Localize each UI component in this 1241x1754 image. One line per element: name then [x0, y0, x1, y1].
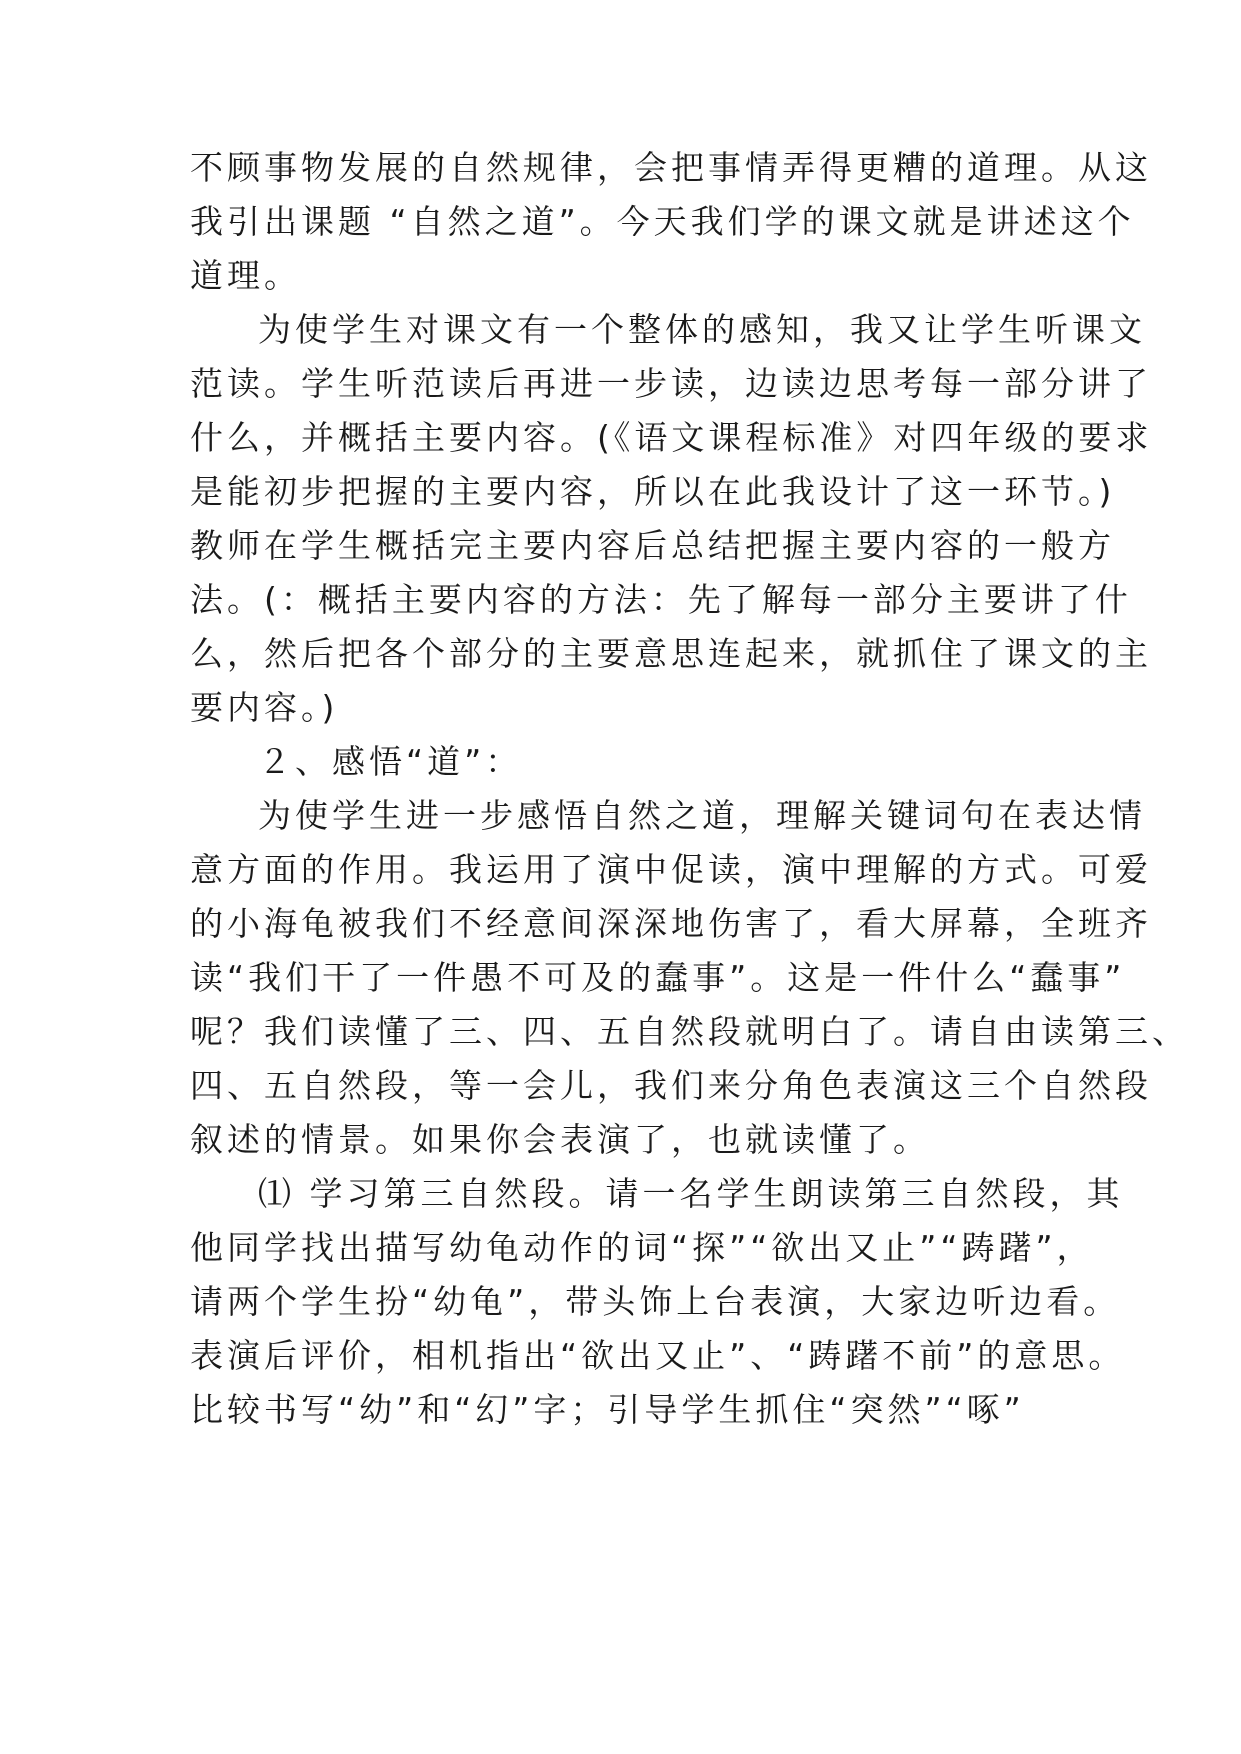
- text-line: 是能初步把握的主要内容，所以在此我设计了这一环节。): [190, 472, 1116, 511]
- text-line: 读“我们干了一件愚不可及的蠢事”。这是一件什么“蠢事”: [190, 958, 1126, 997]
- text-line: 我引出课题 “自然之道”。今天我们学的课文就是讲述这个: [190, 202, 1135, 241]
- text-line: 意方面的作用。我运用了演中促读，演中理解的方式。可爱: [190, 850, 1152, 889]
- text-line: 四、五自然段，等一会儿，我们来分角色表演这三个自然段: [190, 1066, 1152, 1105]
- text-line: 他同学找出描写幼龟动作的词“探”“欲出又止”“踌躇”，: [190, 1228, 1094, 1267]
- paragraph-first-line: 为使学生进一步感悟自然之道，理解关键词句在表达情: [258, 796, 1146, 835]
- text-line: 表演后评价，相机指出“欲出又止”、“踌躇不前”的意思。: [190, 1336, 1126, 1375]
- text-line: 的小海龟被我们不经意间深深地伤害了，看大屏幕，全班齐: [190, 904, 1152, 943]
- paragraph-first-line: 为使学生对课文有一个整体的感知，我又让学生听课文: [258, 310, 1146, 349]
- text-line: 么，然后把各个部分的主要意思连起来，就抓住了课文的主: [190, 634, 1152, 673]
- text-line: 教师在学生概括完主要内容后总结把握主要内容的一般方: [190, 526, 1115, 565]
- text-line: 道理。: [190, 256, 301, 295]
- text-line: 范读。学生听范读后再进一步读，边读边思考每一部分讲了: [190, 364, 1152, 403]
- text-line: 不顾事物发展的自然规律，会把事情弄得更糟的道理。从这: [190, 148, 1152, 187]
- text-line: 比较书写“幼”和“幻”字；引导学生抓住“突然”“啄”: [190, 1390, 1025, 1429]
- text-line: 请两个学生扮“幼龟”，带头饰上台表演，大家边听边看。: [190, 1282, 1121, 1321]
- text-line: 呢？我们读懂了三、四、五自然段就明白了。请自由读第三、: [190, 1012, 1189, 1051]
- text-line: 法。(：概括主要内容的方法：先了解每一部分主要讲了什: [190, 580, 1132, 619]
- section-heading: ２、感悟“道”：: [258, 742, 523, 781]
- paragraph-first-line: ⑴ 学习第三自然段。请一名学生朗读第三自然段，其: [258, 1174, 1124, 1213]
- text-line: 叙述的情景。如果你会表演了，也就读懂了。: [190, 1120, 930, 1159]
- text-line: 要内容。): [190, 688, 339, 727]
- text-line: 什么，并概括主要内容。(《语文课程标准》对四年级的要求: [190, 418, 1153, 457]
